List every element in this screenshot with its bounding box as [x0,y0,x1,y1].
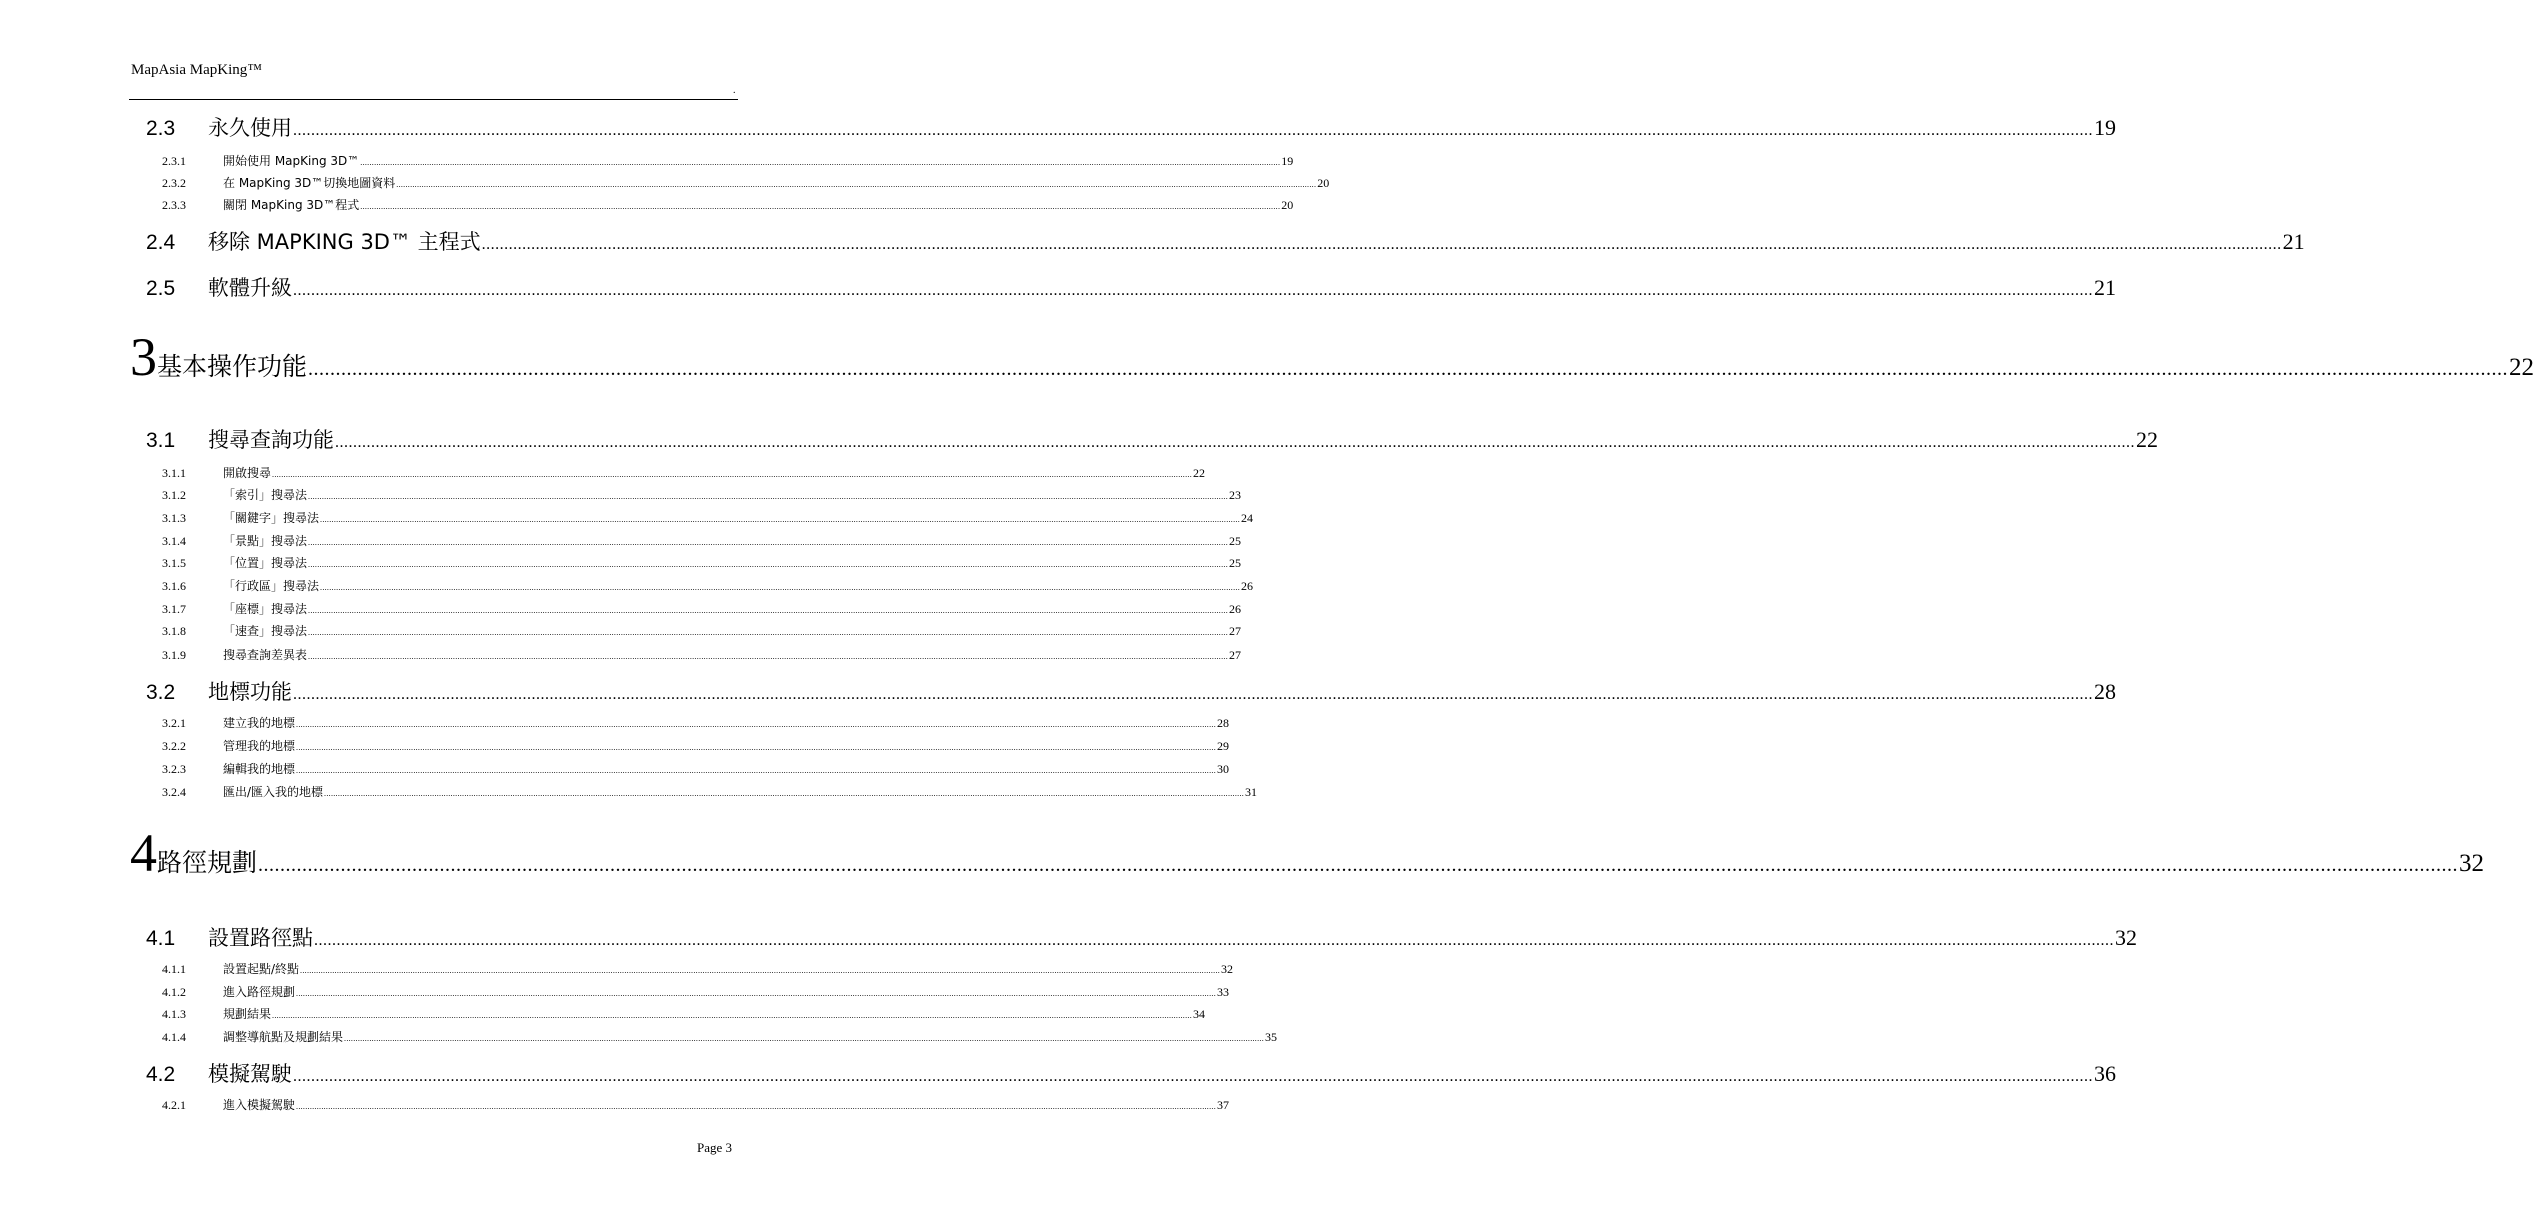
toc-subsection-entry [162,174,1330,192]
toc-entry-page: 29 [1217,739,1230,753]
toc-entry-title: 永久使用 [208,116,292,140]
toc-section-entry [146,112,2116,142]
toc-subsection-entry [162,1096,1230,1114]
toc-entry-number: 3.1.4 [162,534,186,548]
toc-dot-leader: ................................................................................................................................................................................................................................................................................................................................................................................................................ [314,932,2114,949]
toc-entry-number: 3.2.1 [162,716,186,730]
toc-entry-page: 33 [1217,985,1230,999]
toc-dot-leader: ................................................................................................................................................................................................................................................................................................................................................................................................................ [360,158,1281,167]
toc-entry-page: 27 [1229,648,1242,662]
toc-subsection-entry [162,960,1234,978]
toc-entry-page: 26 [1241,579,1254,593]
toc-subsection-entry [162,600,1242,618]
toc-subsection-entry [162,622,1242,640]
toc-entry-number: 3.1.9 [162,648,186,662]
toc-entry-title: 「索引」搜尋法 [223,488,308,502]
toc-entry-title: 模擬駕駛 [208,1062,292,1086]
toc-entry-page: 32 [1221,962,1234,976]
toc-entry-page: 20 [1281,198,1294,212]
toc-entry-number: 3.1.5 [162,556,186,570]
toc-entry-title: 移除 MAPKING 3D™ 主程式 [208,230,481,254]
toc-entry-page: 28 [2094,679,2116,704]
toc-subsection-entry [162,464,1206,482]
toc-entry-number: 3.2 [146,681,176,704]
toc-dot-leader: ................................................................................................................................................................................................................................................................................................................................................................................................................ [293,1068,2093,1085]
toc-entry-page: 36 [2094,1061,2116,1086]
toc-entry-number: 3.1.6 [162,579,186,593]
toc-entry-number: 2.4 [146,231,176,254]
toc-entry-title: 進入路徑規劃 [223,985,296,999]
toc-entry-page: 25 [1229,534,1242,548]
toc-dot-leader: ................................................................................................................................................................................................................................................................................................................................................................................................................ [293,122,2093,139]
toc-entry-title: 開啟搜尋 [223,466,272,480]
toc-entry-number: 2.3 [146,117,176,140]
toc-entry-page: 34 [1193,1007,1206,1021]
toc-entry-number: 4.1.3 [162,1007,186,1021]
toc-dot-leader: ................................................................................................................................................................................................................................................................................................................................................................................................................ [481,236,2282,253]
toc-dot-leader: ................................................................................................................................................................................................................................................................................................................................................................................................................ [296,720,1217,729]
toc-section-entry [146,922,2137,952]
page-number: Page 3 [697,1140,733,1155]
running-header-title: MapAsia MapKing™ [131,62,262,78]
toc-entry-title: 地標功能 [208,680,292,704]
toc-entry-number: 4.1 [146,927,176,950]
toc-subsection-entry [162,760,1230,778]
toc-dot-leader: ................................................................................................................................................................................................................................................................................................................................................................................................................ [293,282,2093,299]
running-header-dot: . [733,85,736,96]
toc-entry-page: 19 [2094,115,2116,140]
toc-entry-title: 軟體升級 [208,276,292,300]
toc-dot-leader: ................................................................................................................................................................................................................................................................................................................................................................................................................ [308,560,1229,569]
toc-entry-page: 30 [1217,762,1230,776]
toc-entry-title: 關閉 MapKing 3D™程式 [223,198,360,212]
toc-entry-page: 21 [2282,229,2305,254]
toc-section-entry [146,424,2158,454]
toc-entry-number: 3.2.4 [162,785,186,799]
toc-dot-leader: ................................................................................................................................................................................................................................................................................................................................................................................................................ [396,180,1317,189]
toc-dot-leader: ................................................................................................................................................................................................................................................................................................................................................................................................................ [308,628,1229,637]
toc-entry-page: 32 [2115,925,2137,950]
toc-entry-title: 設置起點/終點 [223,962,300,976]
toc-subsection-entry [162,1005,1206,1023]
toc-subsection-entry [162,737,1230,755]
toc-entry-title: 進入模擬駕駛 [223,1098,296,1112]
toc-dot-leader: ................................................................................................................................................................................................................................................................................................................................................................................................................ [300,966,1221,975]
toc-dot-leader: ................................................................................................................................................................................................................................................................................................................................................................................................................ [272,470,1193,479]
toc-entry-number: 2.3.1 [162,154,186,168]
toc-entry-page: 25 [1229,556,1242,570]
toc-subsection-entry [162,577,1254,595]
toc-subsection-entry [162,554,1242,572]
toc-entry-page: 35 [1265,1030,1278,1044]
toc-entry-title: 「景點」搜尋法 [223,534,308,548]
toc-entry-page: 22 [2136,427,2158,452]
toc-entry-title: 匯出/匯入我的地標 [223,785,324,799]
toc-subsection-entry [162,532,1242,550]
toc-entry-title: 編輯我的地標 [223,762,296,776]
toc-subsection-entry [162,983,1230,1001]
toc-dot-leader: ................................................................................................................................................................................................................................................................................................................................................................................................................ [344,1034,1265,1043]
toc-entry-number: 4 [130,823,157,883]
toc-entry-title: 「關鍵字」搜尋法 [223,511,320,525]
toc-entry-page: 22 [1193,466,1206,480]
toc-entry-number: 3.1.2 [162,488,186,502]
toc-entry-number: 3 [130,327,157,387]
toc-dot-leader: ................................................................................................................................................................................................................................................................................................................................................................................................................ [258,854,2459,876]
toc-entry-page: 26 [1229,602,1242,616]
toc-subsection-entry [162,486,1242,504]
toc-section-entry [146,226,2305,256]
toc-entry-page: 22 [2509,354,2534,381]
toc-entry-title: 「位置」搜尋法 [223,556,308,570]
toc-entry-number: 2.3.2 [162,176,186,190]
toc-subsection-entry [162,646,1242,664]
toc-subsection-entry [162,1028,1278,1046]
toc-dot-leader: ................................................................................................................................................................................................................................................................................................................................................................................................................ [308,492,1229,501]
toc-entry-title: 建立我的地標 [223,716,296,730]
toc-entry-page: 37 [1217,1098,1230,1112]
toc-dot-leader: ................................................................................................................................................................................................................................................................................................................................................................................................................ [293,686,2093,703]
toc-entry-page: 27 [1229,624,1242,638]
toc-subsection-entry [162,509,1254,527]
toc-dot-leader: ................................................................................................................................................................................................................................................................................................................................................................................................................ [296,766,1217,775]
toc-dot-leader: ................................................................................................................................................................................................................................................................................................................................................................................................................ [308,358,2509,380]
toc-entry-page: 19 [1281,154,1294,168]
toc-dot-leader: ................................................................................................................................................................................................................................................................................................................................................................................................................ [320,515,1241,524]
toc-entry-page: 32 [2459,850,2485,877]
toc-entry-number: 3.2.3 [162,762,186,776]
toc-entry-title: 調整導航點及規劃結果 [223,1030,344,1044]
toc-dot-leader: ................................................................................................................................................................................................................................................................................................................................................................................................................ [320,583,1241,592]
toc-entry-title: 搜尋查詢差異表 [223,648,308,662]
toc-entry-number: 3.2.2 [162,739,186,753]
toc-entry-number: 2.5 [146,277,176,300]
toc-entry-number: 4.1.2 [162,985,186,999]
toc-entry-title: 管理我的地標 [223,739,296,753]
toc-dot-leader: ................................................................................................................................................................................................................................................................................................................................................................................................................ [308,652,1229,661]
toc-entry-page: 23 [1229,488,1242,502]
toc-entry-title: 「座標」搜尋法 [223,602,308,616]
toc-subsection-entry [162,152,1294,170]
toc-entry-title: 基本操作功能 [157,352,308,381]
toc-dot-leader: ................................................................................................................................................................................................................................................................................................................................................................................................................ [296,1102,1217,1111]
toc-entry-title: 路徑規劃 [157,848,258,877]
toc-entry-number: 3.1.1 [162,466,186,480]
toc-dot-leader: ................................................................................................................................................................................................................................................................................................................................................................................................................ [296,743,1217,752]
toc-subsection-entry [162,196,1294,214]
toc-dot-leader: ................................................................................................................................................................................................................................................................................................................................................................................................................ [272,1011,1193,1020]
toc-entry-number: 3.1.8 [162,624,186,638]
toc-entry-number: 3.1 [146,429,176,452]
toc-dot-leader: ................................................................................................................................................................................................................................................................................................................................................................................................................ [324,789,1245,798]
toc-dot-leader: ................................................................................................................................................................................................................................................................................................................................................................................................................ [308,606,1229,615]
toc-dot-leader: ................................................................................................................................................................................................................................................................................................................................................................................................................ [360,202,1281,211]
toc-entry-title: 搜尋查詢功能 [208,428,334,452]
toc-entry-title: 「速查」搜尋法 [223,624,308,638]
toc-entry-page: 24 [1241,511,1254,525]
toc-entry-title: 「行政區」搜尋法 [223,579,320,593]
toc-chapter-entry [130,327,2534,390]
toc-section-entry [146,676,2116,706]
toc-entry-page: 20 [1317,176,1330,190]
toc-entry-title: 開始使用 MapKing 3D™ [223,154,360,168]
toc-entry-number: 2.3.3 [162,198,186,212]
toc-dot-leader: ................................................................................................................................................................................................................................................................................................................................................................................................................ [308,538,1229,547]
toc-entry-page: 21 [2094,275,2116,300]
toc-entry-number: 4.1.1 [162,962,186,976]
toc-entry-title: 規劃結果 [223,1007,272,1021]
toc-entry-number: 3.1.7 [162,602,186,616]
toc-entry-title: 在 MapKing 3D™切換地圖資料 [223,176,396,190]
toc-entry-number: 4.1.4 [162,1030,186,1044]
toc-entry-page: 31 [1245,785,1258,799]
toc-entry-number: 3.1.3 [162,511,186,525]
toc-chapter-entry [130,823,2485,886]
toc-section-entry [146,1058,2116,1088]
toc-subsection-entry [162,714,1230,732]
toc-dot-leader: ................................................................................................................................................................................................................................................................................................................................................................................................................ [296,989,1217,998]
toc-entry-number: 4.2.1 [162,1098,186,1112]
toc-subsection-entry [162,783,1258,801]
toc-entry-title: 設置路徑點 [208,926,313,950]
toc-section-entry [146,272,2116,302]
toc-entry-page: 28 [1217,716,1230,730]
toc-dot-leader: ................................................................................................................................................................................................................................................................................................................................................................................................................ [335,434,2135,451]
toc-entry-number: 4.2 [146,1063,176,1086]
